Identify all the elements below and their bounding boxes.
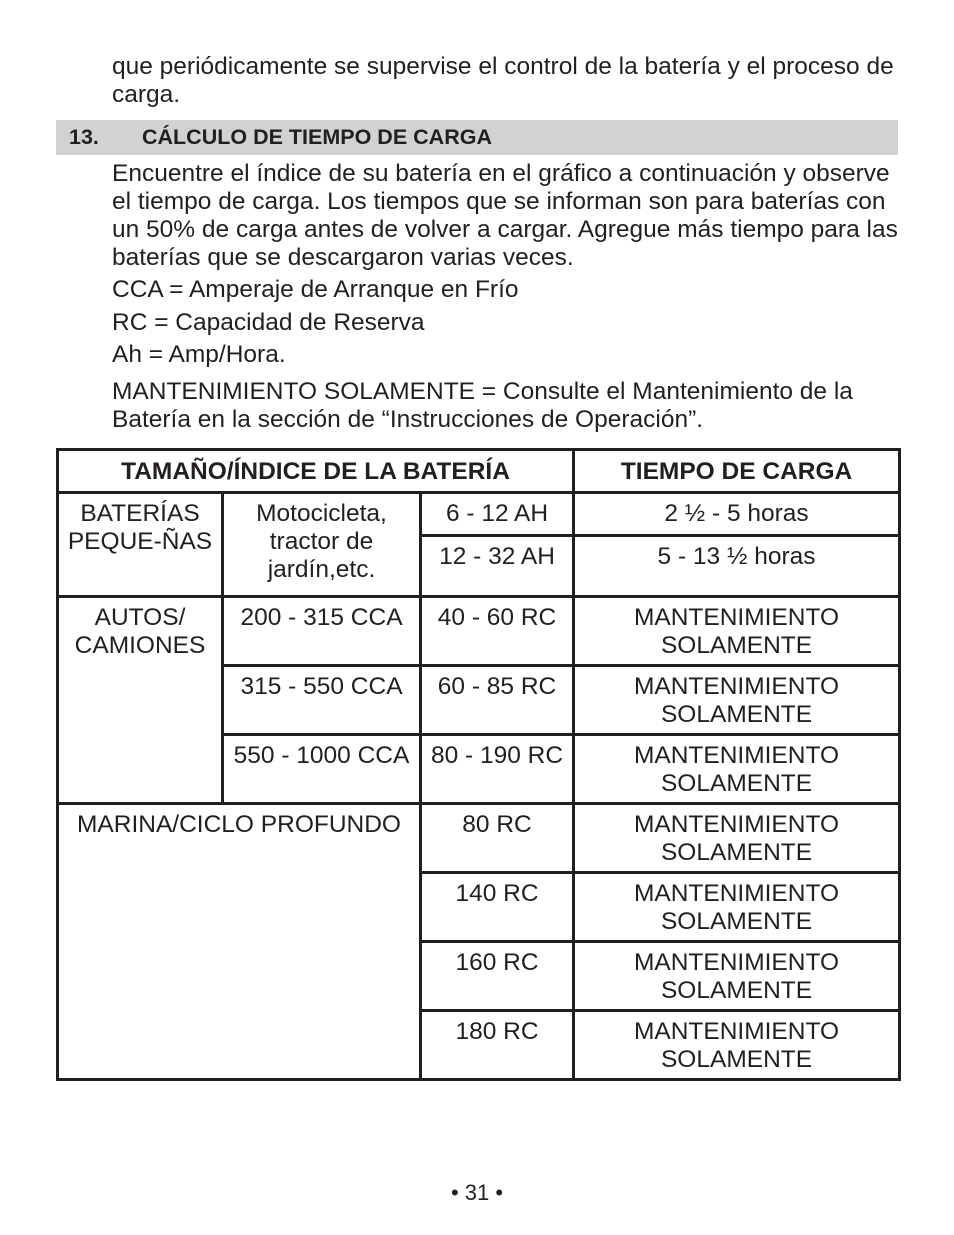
instructions-paragraph: Encuentre el índice de su batería en el gráfico a continuación y observe el tiempo de carga. Los tiempos que se informan son para baterías con un 50% de carga antes de volver a cargar. Agregue más tiempo para las baterías que se descargaron varias veces. (112, 160, 898, 271)
section-header (56, 120, 898, 155)
table-row (58, 597, 900, 666)
autos-category: AUTOS/ CAMIONES (58, 597, 223, 804)
charge-time-cell: MANTENIMIENTO SOLAMENTE (574, 735, 900, 804)
rc-definition: RC = Capacidad de Reserva (112, 309, 425, 336)
small-batteries-category: BATERÍAS PEQUE-ÑAS (58, 493, 223, 597)
rc-cell: 40 - 60 RC (421, 597, 574, 666)
small-batteries-type: Motocicleta, tractor de jardín,etc. (223, 493, 421, 597)
charge-time-cell: 2 ½ - 5 horas (574, 493, 900, 536)
charge-time-cell: 5 - 13 ½ horas (574, 536, 900, 597)
charge-time-cell: MANTENIMIENTO SOLAMENTE (574, 1011, 900, 1080)
intro-continuation: que periódicamente se supervise el control de la batería y el proceso de carga. (112, 53, 894, 108)
header-battery-size: TAMAÑO/ÍNDICE DE LA BATERÍA (58, 450, 574, 493)
ah-definition: Ah = Amp/Hora. (112, 341, 286, 368)
rc-cell: 160 RC (421, 942, 574, 1011)
charge-time-cell: MANTENIMIENTO SOLAMENTE (574, 666, 900, 735)
cca-cell: 315 - 550 CCA (223, 666, 421, 735)
charge-time-table (56, 448, 901, 1081)
cca-cell: 550 - 1000 CCA (223, 735, 421, 804)
rc-cell: 140 RC (421, 873, 574, 942)
charge-time-cell: MANTENIMIENTO SOLAMENTE (574, 597, 900, 666)
rc-cell: 60 - 85 RC (421, 666, 574, 735)
section-title: CÁLCULO DE TIEMPO DE CARGA (142, 125, 492, 149)
section-number: 13. (69, 125, 99, 149)
charge-time-cell: MANTENIMIENTO SOLAMENTE (574, 804, 900, 873)
charge-time-cell: MANTENIMIENTO SOLAMENTE (574, 942, 900, 1011)
rating-cell: 12 - 32 AH (421, 536, 574, 597)
rating-cell: 6 - 12 AH (421, 493, 574, 536)
header-charge-time: TIEMPO DE CARGA (574, 450, 900, 493)
page-number: • 31 • (450, 1180, 504, 1205)
cca-cell: 200 - 315 CCA (223, 597, 421, 666)
charge-time-cell: MANTENIMIENTO SOLAMENTE (574, 873, 900, 942)
table-header-row (58, 450, 900, 493)
maintenance-note: MANTENIMIENTO SOLAMENTE = Consulte el Mantenimiento de la Batería en la sección de “Instrucciones de Operación”. (112, 378, 853, 433)
table-row (58, 493, 900, 536)
table-row (58, 804, 900, 873)
rc-cell: 180 RC (421, 1011, 574, 1080)
rc-cell: 80 RC (421, 804, 574, 873)
marine-category: MARINA/CICLO PROFUNDO (58, 804, 421, 1080)
rc-cell: 80 - 190 RC (421, 735, 574, 804)
cca-definition: CCA = Amperaje de Arranque en Frío (112, 276, 519, 303)
